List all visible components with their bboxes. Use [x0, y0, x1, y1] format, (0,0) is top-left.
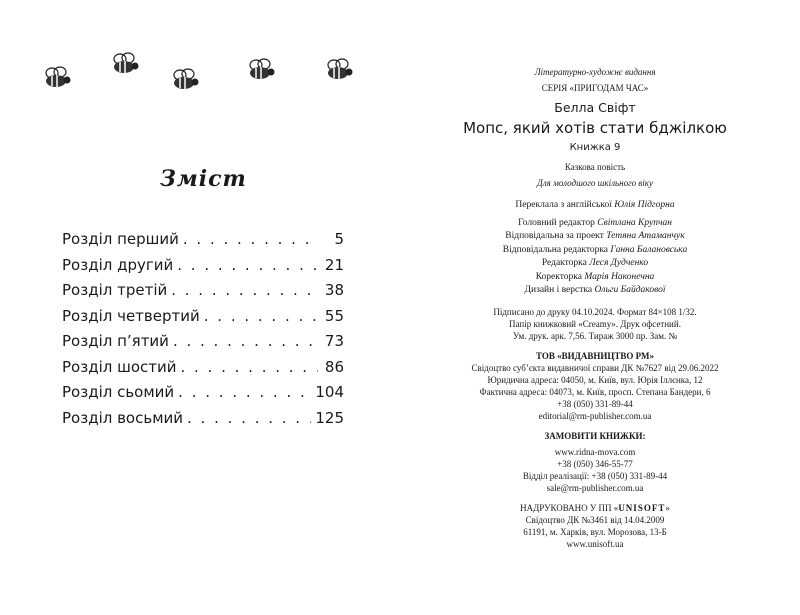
toc-entry-page: 5 — [334, 230, 344, 248]
toc-title: Зміст — [160, 166, 247, 192]
toc-entry[interactable] — [62, 383, 344, 409]
order-heading: ЗАМОВИТИ КНИЖКИ: — [544, 430, 646, 441]
right-page — [400, 0, 800, 615]
translation-credit — [435, 199, 755, 213]
printer-info — [435, 514, 755, 550]
toc-leader-dots — [187, 409, 311, 427]
credit-person: Світлана Крупчан — [597, 217, 672, 228]
printer-info-line: 61191, м. Харків, вул. Морозова, 13-Б — [523, 526, 667, 537]
toc-entry-label: Розділ восьмий — [62, 408, 184, 427]
book-number: Книжка 9 — [569, 142, 621, 153]
bee-icon — [108, 52, 142, 76]
toc-entry[interactable] — [62, 256, 344, 282]
credit-role: Відповідальна за проект — [505, 231, 604, 241]
publisher-info — [435, 362, 755, 422]
audience: Для молодшого шкільного віку — [537, 178, 653, 188]
toc-leader-dots — [180, 358, 318, 376]
translation-label: Переклала з англійської — [515, 200, 612, 210]
bee-icon — [244, 58, 278, 82]
toc-leader-dots — [178, 383, 311, 401]
credit-person: Ольги Байдакової — [594, 285, 666, 295]
printed-by — [435, 502, 755, 514]
credit-line — [435, 217, 755, 231]
toc-leader-dots — [171, 281, 318, 299]
toc-entry-label: Розділ шостий — [62, 357, 177, 376]
credit-line — [435, 271, 755, 285]
toc-entry-label: Розділ перший — [62, 230, 179, 248]
toc-entry-page: 104 — [315, 383, 344, 401]
credit-role: Головний редактор — [518, 217, 595, 228]
order-website-link[interactable]: www.ridna-mova.com — [554, 446, 636, 457]
toc-entry-label: Розділ другий — [62, 255, 174, 274]
toc-entry[interactable] — [62, 281, 344, 307]
credit-role: Дизайн і верстка — [524, 285, 593, 295]
print-info-line: Папір книжковий «Creamy». Друк офсетний. — [509, 318, 681, 329]
printed-by-label: НАДРУКОВАНО У ПП « — [520, 502, 619, 513]
toc-entry[interactable] — [62, 332, 344, 358]
printer-name: UNISOFT — [618, 502, 666, 513]
credit-person: Ганна Балановська — [610, 244, 688, 255]
toc-leader-dots — [177, 256, 318, 274]
translator-name: Юлія Підгорна — [614, 200, 675, 210]
bee-icon — [40, 66, 74, 90]
print-info — [435, 306, 755, 342]
printer-info-line: Свідоцтво ДК №3461 від 14.04.2009 — [525, 514, 665, 525]
order-phone: +38 (050) 346-55-77 — [557, 458, 633, 469]
toc-entry-label: Розділ третій — [62, 281, 168, 299]
publisher-info-line: Юридична адреса: 04050, м. Київ, вул. Юрія Іллєнка, 12 — [487, 374, 703, 385]
table-of-contents — [62, 230, 344, 434]
printed-by-end: » — [665, 502, 670, 513]
series-name: СЕРІЯ «ПРИГОДАМ ЧАС» — [541, 83, 649, 93]
toc-entry-label: Розділ четвертий — [62, 306, 200, 325]
credit-line — [435, 257, 755, 271]
toc-entry[interactable] — [62, 307, 344, 333]
toc-entry-page: 86 — [324, 357, 344, 376]
sales-email[interactable]: sale@rm-publisher.com.ua — [546, 482, 644, 493]
credit-line — [435, 284, 755, 298]
credit-person: Марія Наконечна — [584, 271, 655, 282]
edition-type: Літературно-художнє видання — [534, 67, 656, 77]
toc-leader-dots — [183, 230, 318, 248]
bee-icon — [322, 58, 356, 82]
credit-role: Редакторка — [541, 258, 587, 268]
printer-website-link[interactable]: www.unisoft.ua — [566, 538, 624, 549]
toc-entry[interactable] — [62, 409, 344, 435]
credit-line — [435, 230, 755, 244]
print-info-line: Підписано до друку 04.10.2024. Формат 84×108 1/32. — [493, 306, 697, 317]
credit-person: Леся Дудченко — [589, 258, 649, 268]
toc-entry-page: 21 — [324, 255, 344, 274]
book-author: Белла Свіфт — [554, 100, 636, 115]
publisher-email[interactable]: editorial@rm-publisher.com.ua — [538, 410, 652, 421]
toc-entry-page: 73 — [324, 332, 344, 350]
publisher-phone: +38 (050) 331-89-44 — [557, 398, 633, 409]
bee-icon — [168, 68, 202, 92]
toc-entry-page: 125 — [315, 408, 344, 427]
credit-role: Відповідальна редакторка — [502, 244, 609, 255]
genre: Казкова повість — [564, 162, 626, 172]
bees-decoration — [40, 48, 370, 98]
toc-entry-page: 38 — [324, 281, 344, 299]
toc-entry[interactable] — [62, 230, 344, 256]
toc-leader-dots — [173, 332, 318, 350]
publisher-info-line: Фактична адреса: 04073, м. Київ, просп. Степана Бандери, 6 — [479, 386, 711, 397]
staff-credits — [435, 217, 755, 298]
print-info-line: Ум. друк. арк. 7,56. Тираж 3000 пр. Зам. № — [512, 330, 678, 341]
credit-line — [435, 244, 755, 258]
toc-entry-page: 55 — [324, 306, 344, 325]
credit-person: Тетяна Атаманчук — [606, 231, 685, 241]
book-title: Мопс, який хотів стати бджілкою — [463, 119, 727, 137]
order-info — [435, 446, 755, 494]
sales-phone: Відділ реалізації: +38 (050) 331-89-44 — [522, 470, 668, 481]
publisher-name: ТОВ «ВИДАВНИЦТВО РМ» — [536, 350, 654, 361]
toc-entry[interactable] — [62, 358, 344, 384]
publisher-info-line: Свідоцтво суб’єкта видавничої справи ДК №7627 від 29.06.2022 — [471, 362, 719, 373]
imprint — [435, 66, 755, 550]
credit-role: Коректорка — [535, 271, 582, 282]
toc-entry-label: Розділ п’ятий — [62, 332, 169, 350]
toc-entry-label: Розділ сьомий — [62, 383, 175, 401]
toc-leader-dots — [204, 307, 318, 325]
